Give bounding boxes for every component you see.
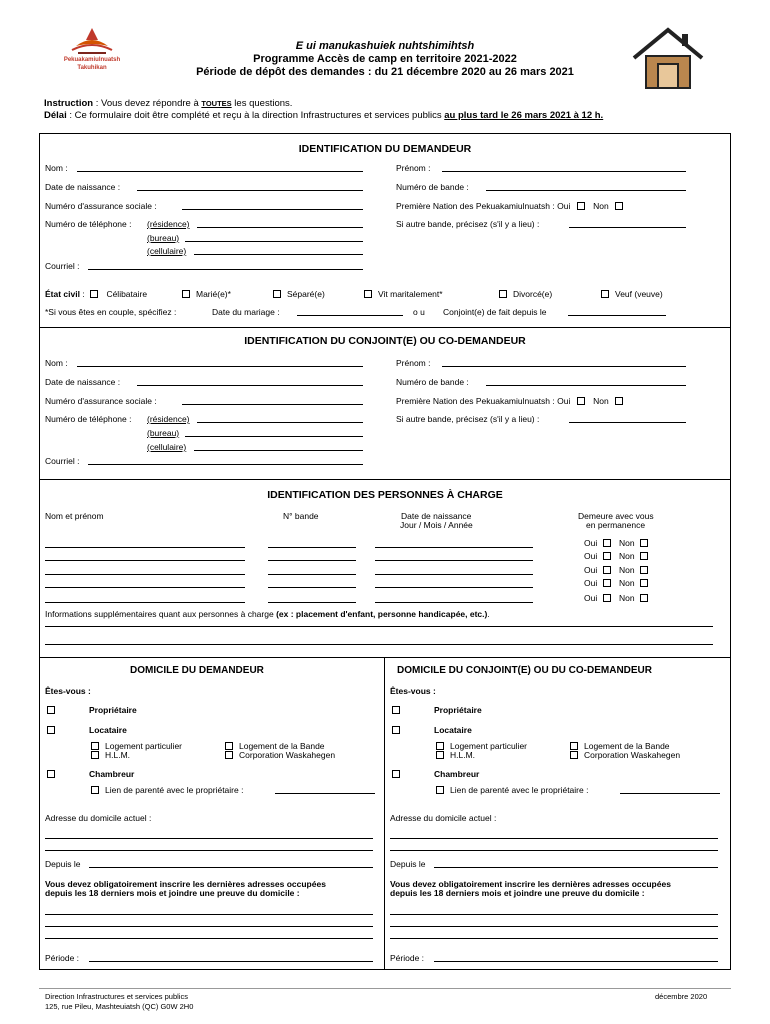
- conjoint-nom-label: Nom :: [45, 358, 68, 368]
- date-mariage-label: Date du mariage :: [212, 307, 280, 317]
- date-mariage-field[interactable]: [297, 315, 403, 316]
- instruction-text-b: les questions.: [231, 98, 293, 109]
- dependent-demeure-options: [584, 593, 648, 603]
- demandeur-lien-parente-option: [91, 785, 243, 795]
- nas-field[interactable]: [182, 209, 363, 210]
- dependent-bande-field[interactable]: [268, 574, 356, 575]
- autre-bande-field[interactable]: [569, 227, 686, 228]
- col-bande-header: N° bande: [283, 511, 319, 521]
- info-supp-end: .: [487, 609, 490, 619]
- demandeur-domicile-title: DOMICILE DU DEMANDEUR: [130, 665, 264, 676]
- conjoint-depuis-field[interactable]: [434, 867, 718, 868]
- conjoint-tel-cellulaire-field[interactable]: [194, 450, 363, 451]
- demandeur-hlm-label: H.L.M.: [105, 750, 131, 760]
- conjoint-nas-label: Numéro d'assurance sociale :: [45, 396, 157, 406]
- demandeur-logement-bande-checkbox[interactable]: [225, 742, 233, 750]
- dependent-name-field[interactable]: [45, 602, 245, 603]
- demandeur-historique-line-1[interactable]: [45, 914, 373, 915]
- conjoint-naissance-label: Date de naissance :: [45, 377, 121, 387]
- demandeur-hlm-option: [91, 750, 130, 760]
- conjoint-premiere-nation-non-label: Non: [593, 396, 609, 406]
- tel-cellulaire-field[interactable]: [194, 254, 363, 255]
- demandeur-lien-parente-label: Lien de parenté avec le propriétaire :: [105, 785, 244, 795]
- col-nom-header: Nom et prénom: [45, 511, 104, 521]
- dependent-naissance-field[interactable]: [375, 602, 533, 603]
- delai-line: [44, 110, 603, 121]
- demandeur-chambreur-checkbox[interactable]: [47, 770, 55, 778]
- conjoint-hlm-checkbox[interactable]: [436, 751, 444, 759]
- conjoint-proprietaire-checkbox[interactable]: [392, 706, 400, 714]
- conjoint-tel-bureau-label: (bureau): [147, 428, 180, 438]
- dependent-oui-checkbox[interactable]: [603, 594, 611, 602]
- col-demeure-header-2: en permanence: [586, 520, 646, 530]
- conjoint-lien-parente-option: [436, 785, 588, 795]
- conjoint-adresse-label: Adresse du domicile actuel :: [390, 813, 497, 823]
- dependent-bande-field[interactable]: [268, 560, 356, 561]
- dependent-oui-checkbox[interactable]: [603, 566, 611, 574]
- celibataire-label: Célibataire: [106, 289, 148, 299]
- demandeur-adresse-line-1[interactable]: [45, 838, 373, 839]
- title-2: Programme Accès de camp en territoire 2021-2022: [253, 53, 517, 65]
- dependent-naissance-field[interactable]: [375, 587, 533, 588]
- dependent-oui-label: Oui: [584, 593, 598, 603]
- ou-label: o u: [413, 307, 425, 317]
- separe-option: [273, 289, 325, 299]
- dependent-non-checkbox[interactable]: [640, 552, 648, 560]
- delai-text: : Ce formulaire doit être complété et reçu à la direction Infrastructures et services publics: [66, 110, 445, 121]
- divorce-label: Divorcé(e): [513, 289, 553, 299]
- conjoint-nom-field[interactable]: [77, 366, 363, 367]
- premiere-nation-row: [396, 201, 623, 211]
- demandeur-corporation-label: Corporation Waskahegen: [239, 750, 336, 760]
- dependent-demeure-options: [584, 538, 648, 548]
- separe-checkbox[interactable]: [273, 290, 281, 298]
- dependent-bande-field[interactable]: [268, 587, 356, 588]
- demandeur-proprietaire-checkbox[interactable]: [47, 706, 55, 714]
- dependent-demeure-options: [584, 565, 648, 575]
- veuf-option: [601, 289, 663, 299]
- celibataire-checkbox[interactable]: [90, 290, 98, 298]
- dependent-non-label: Non: [618, 578, 635, 588]
- etat-civil-row: État civil : Célibataire: [45, 289, 148, 299]
- footer-divider: [39, 988, 731, 989]
- footer-date: décembre 2020: [655, 992, 708, 1001]
- bande-label: Numéro de bande :: [396, 182, 469, 192]
- conjoint-hlm-label: H.L.M.: [450, 750, 476, 760]
- title-1: E ui manukashuiek nuhtshimihtsh: [295, 40, 475, 52]
- conjoint-naissance-field[interactable]: [137, 385, 363, 386]
- conjoint-chambreur-label: Chambreur: [434, 769, 480, 779]
- dependent-oui-label: Oui: [584, 565, 598, 575]
- demandeur-obligatoire-1: Vous devez obligatoirement inscrire les dernières adresses occupées: [45, 879, 326, 889]
- demandeur-obligatoire-2: depuis les 18 derniers mois et joindre une preuve du domicile :: [45, 888, 300, 898]
- conjoint-adresse-line-2[interactable]: [390, 850, 718, 851]
- prenom-field[interactable]: [442, 171, 686, 172]
- conjoint-bande-label: Numéro de bande :: [396, 377, 469, 387]
- dependent-non-checkbox[interactable]: [640, 579, 648, 587]
- conjoint-adresse-line-1[interactable]: [390, 838, 718, 839]
- instruction-text-a: : Vous devez répondre à: [93, 98, 202, 109]
- conjoint-premiere-nation-label: Première Nation des Pekuakamiulnuatsh : Oui: [396, 396, 571, 406]
- marie-label: Marié(e)*: [196, 289, 231, 299]
- col-naissance-header-2: Jour / Mois / Année: [400, 520, 473, 530]
- bande-field[interactable]: [486, 190, 686, 191]
- instruction-label: Instruction: [44, 98, 94, 109]
- demandeur-depuis-field[interactable]: [89, 867, 373, 868]
- autre-bande-label: Si autre bande, précisez (s'il y a lieu) :: [396, 219, 540, 229]
- conjoint-prenom-field[interactable]: [442, 366, 686, 367]
- demandeur-corporation-checkbox[interactable]: [225, 751, 233, 759]
- demandeur-periode-field[interactable]: [89, 961, 373, 962]
- courriel-label: Courriel :: [45, 261, 80, 271]
- demandeur-etes-vous: Êtes-vous :: [45, 686, 91, 696]
- conjoint-tel-label: Numéro de téléphone :: [45, 414, 132, 424]
- conjoint-prenom-label: Prénom :: [396, 358, 431, 368]
- info-supp-example: (ex : placement d'enfant, personne handicapée, etc.): [276, 609, 488, 619]
- conjoint-historique-line-3[interactable]: [390, 938, 718, 939]
- premiere-nation-label: Première Nation des Pekuakamiulnuatsh : Oui: [396, 201, 571, 211]
- info-supp-row: [45, 609, 490, 619]
- etat-civil-label: État civil: [45, 289, 80, 299]
- delai-label: Délai: [44, 110, 67, 121]
- separe-label: Séparé(e): [287, 289, 325, 299]
- divorce-checkbox[interactable]: [499, 290, 507, 298]
- dependent-name-field[interactable]: [45, 547, 245, 548]
- conjoint-lien-parente-label: Lien de parenté avec le propriétaire :: [450, 785, 589, 795]
- demandeur-locataire-checkbox[interactable]: [47, 726, 55, 734]
- footer-address: 125, rue Pileu, Mashteuiatsh (QC) G0W 2H0: [45, 1002, 194, 1011]
- demandeur-historique-line-2[interactable]: [45, 926, 373, 927]
- title-3: Période de dépôt des demandes : du 21 décembre 2020 au 26 mars 2021: [196, 66, 574, 78]
- section-demandeur-title: IDENTIFICATION DU DEMANDEUR: [298, 143, 472, 155]
- demandeur-logement-particulier-label: Logement particulier: [105, 741, 183, 751]
- demandeur-historique-line-3[interactable]: [45, 938, 373, 939]
- dependent-oui-label: Oui: [584, 538, 598, 548]
- conjoint-autre-bande-field[interactable]: [569, 422, 686, 423]
- conjoint-logement-particulier-label: Logement particulier: [450, 741, 528, 751]
- dependent-non-label: Non: [618, 538, 635, 548]
- conjoint-logement-bande-label: Logement de la Bande: [584, 741, 670, 751]
- dependent-non-checkbox[interactable]: [640, 566, 648, 574]
- demandeur-logement-bande-label: Logement de la Bande: [239, 741, 325, 751]
- premiere-nation-oui-checkbox[interactable]: [577, 202, 585, 210]
- dependent-bande-field[interactable]: [268, 602, 356, 603]
- tel-label: Numéro de téléphone :: [45, 219, 132, 229]
- marie-option: [182, 289, 231, 299]
- conjoint-tel-residence-label: (résidence): [147, 414, 190, 424]
- conjoint-corporation-label: Corporation Waskahegen: [584, 750, 681, 760]
- demandeur-corporation-option: [225, 750, 335, 760]
- conjoint-locataire-label: Locataire: [434, 725, 472, 735]
- dependent-oui-checkbox[interactable]: [603, 552, 611, 560]
- logo-text-1: Pekuakamiulnuatsh: [63, 57, 121, 63]
- demandeur-depuis-label: Depuis le: [45, 859, 81, 869]
- conjoint-tel-bureau-field[interactable]: [185, 436, 363, 437]
- house-icon: [630, 26, 706, 92]
- demandeur-logement-particulier-checkbox[interactable]: [91, 742, 99, 750]
- tel-bureau-label: (bureau): [147, 233, 180, 243]
- tel-bureau-field[interactable]: [185, 241, 363, 242]
- conjoint-locataire-checkbox[interactable]: [392, 726, 400, 734]
- instruction-line: [44, 98, 292, 109]
- conjoint-historique-line-2[interactable]: [390, 926, 718, 927]
- demandeur-hlm-checkbox[interactable]: [91, 751, 99, 759]
- divorce-option: [499, 289, 552, 299]
- dependent-oui-label: Oui: [584, 578, 598, 588]
- naissance-field[interactable]: [137, 190, 363, 191]
- conjoint-corporation-option: [570, 750, 680, 760]
- tel-cellulaire-label: (cellulaire): [147, 246, 187, 256]
- dependent-demeure-options: [584, 578, 648, 588]
- conjoint-nas-field[interactable]: [182, 404, 363, 405]
- info-supp-line-2[interactable]: [45, 644, 713, 645]
- dependent-oui-checkbox[interactable]: [603, 579, 611, 587]
- dependent-name-field[interactable]: [45, 587, 245, 588]
- conjoint-lien-parente-checkbox[interactable]: [436, 786, 444, 794]
- delai-deadline: au plus tard le 26 mars 2021 à 12 h.: [444, 110, 604, 121]
- section-personnes-title: IDENTIFICATION DES PERSONNES À CHARGE: [267, 489, 503, 501]
- demandeur-lien-parente-checkbox[interactable]: [91, 786, 99, 794]
- demandeur-adresse-line-2[interactable]: [45, 850, 373, 851]
- prenom-label: Prénom :: [396, 163, 431, 173]
- section-conjoint-title: IDENTIFICATION DU CONJOINT(E) OU CO-DEMANDEUR: [244, 335, 526, 347]
- conjoint-proprietaire-label: Propriétaire: [434, 705, 482, 715]
- conjoint-obligatoire-1: Vous devez obligatoirement inscrire les dernières adresses occupées: [390, 879, 671, 889]
- conjoint-historique-line-1[interactable]: [390, 914, 718, 915]
- dependent-bande-field[interactable]: [268, 547, 356, 548]
- conjoint-premiere-nation-row: [396, 396, 623, 406]
- info-supp-line-1[interactable]: [45, 626, 713, 627]
- col-naissance-header-1: Date de naissance: [401, 511, 472, 521]
- nas-label: Numéro d'assurance sociale :: [45, 201, 157, 211]
- dependent-non-label: Non: [618, 593, 635, 603]
- col-demeure-header-1: Demeure avec vous: [578, 511, 654, 521]
- tel-residence-field[interactable]: [197, 227, 363, 228]
- demandeur-locataire-label: Locataire: [89, 725, 127, 735]
- conjoint-hlm-option: [436, 750, 475, 760]
- demandeur-periode-label: Période :: [45, 953, 80, 963]
- dependent-naissance-field[interactable]: [375, 574, 533, 575]
- dependent-non-label: Non: [618, 551, 635, 561]
- vit-maritalement-label: Vit maritalement*: [378, 289, 443, 299]
- conjoint-etes-vous: Êtes-vous :: [390, 686, 436, 696]
- conjoint-periode-field[interactable]: [434, 961, 718, 962]
- conjoint-courriel-field[interactable]: [88, 464, 363, 465]
- dependent-oui-checkbox[interactable]: [603, 539, 611, 547]
- dependent-non-checkbox[interactable]: [640, 539, 648, 547]
- demandeur-lien-parente-field[interactable]: [275, 793, 375, 794]
- dependent-naissance-field[interactable]: [375, 547, 533, 548]
- dependent-non-label: Non: [618, 565, 635, 575]
- conjoint-courriel-label: Courriel :: [45, 456, 80, 466]
- footer-org: Direction Infrastructures et services publics: [45, 992, 188, 1001]
- dependent-oui-label: Oui: [584, 551, 598, 561]
- conjoint-logement-bande-checkbox[interactable]: [570, 742, 578, 750]
- demandeur-proprietaire-label: Propriétaire: [89, 705, 137, 715]
- conjoint-corporation-checkbox[interactable]: [570, 751, 578, 759]
- nom-field[interactable]: [77, 171, 363, 172]
- conjoint-lien-parente-field[interactable]: [620, 793, 720, 794]
- dependent-name-field[interactable]: [45, 560, 245, 561]
- dependent-name-field[interactable]: [45, 574, 245, 575]
- instruction-toutes: TOUTES: [201, 99, 232, 108]
- marie-checkbox[interactable]: [182, 290, 190, 298]
- demandeur-adresse-label: Adresse du domicile actuel :: [45, 813, 152, 823]
- conjoint-logement-particulier-checkbox[interactable]: [436, 742, 444, 750]
- conjoint-periode-label: Période :: [390, 953, 425, 963]
- vit-maritalement-checkbox[interactable]: [364, 290, 372, 298]
- conjoint-fait-label: Conjoint(e) de fait depuis le: [443, 307, 547, 317]
- nom-label: Nom :: [45, 163, 68, 173]
- premiere-nation-non-label: Non: [593, 201, 609, 211]
- domicile-divider: [384, 658, 385, 970]
- couple-note: *Si vous êtes en couple, spécifiez :: [45, 307, 177, 317]
- dependent-non-checkbox[interactable]: [640, 594, 648, 602]
- premiere-nation-non-checkbox[interactable]: [615, 202, 623, 210]
- demandeur-chambreur-label: Chambreur: [89, 769, 135, 779]
- info-supp-label: Informations supplémentaires quant aux personnes à charge: [45, 609, 274, 619]
- veuf-checkbox[interactable]: [601, 290, 609, 298]
- courriel-field[interactable]: [88, 269, 363, 270]
- dependent-naissance-field[interactable]: [375, 560, 533, 561]
- dependent-demeure-options: [584, 551, 648, 561]
- tel-residence-label: (résidence): [147, 219, 190, 229]
- conjoint-bande-field[interactable]: [486, 385, 686, 386]
- conjoint-premiere-nation-non-checkbox[interactable]: [615, 397, 623, 405]
- conjoint-domicile-title: DOMICILE DU CONJOINT(E) OU DU CO-DEMANDEUR: [397, 665, 652, 676]
- naissance-label: Date de naissance :: [45, 182, 121, 192]
- conjoint-fait-field[interactable]: [568, 315, 666, 316]
- conjoint-premiere-nation-oui-checkbox[interactable]: [577, 397, 585, 405]
- conjoint-obligatoire-2: depuis les 18 derniers mois et joindre une preuve du domicile :: [390, 888, 645, 898]
- veuf-label: Veuf (veuve): [615, 289, 663, 299]
- conjoint-depuis-label: Depuis le: [390, 859, 426, 869]
- conjoint-tel-cellulaire-label: (cellulaire): [147, 442, 187, 452]
- conjoint-tel-residence-field[interactable]: [197, 422, 363, 423]
- logo-text-2: Takuhikan: [77, 65, 107, 71]
- conjoint-chambreur-checkbox[interactable]: [392, 770, 400, 778]
- conjoint-autre-bande-label: Si autre bande, précisez (s'il y a lieu) :: [396, 414, 540, 424]
- vit-maritalement-option: [364, 289, 443, 299]
